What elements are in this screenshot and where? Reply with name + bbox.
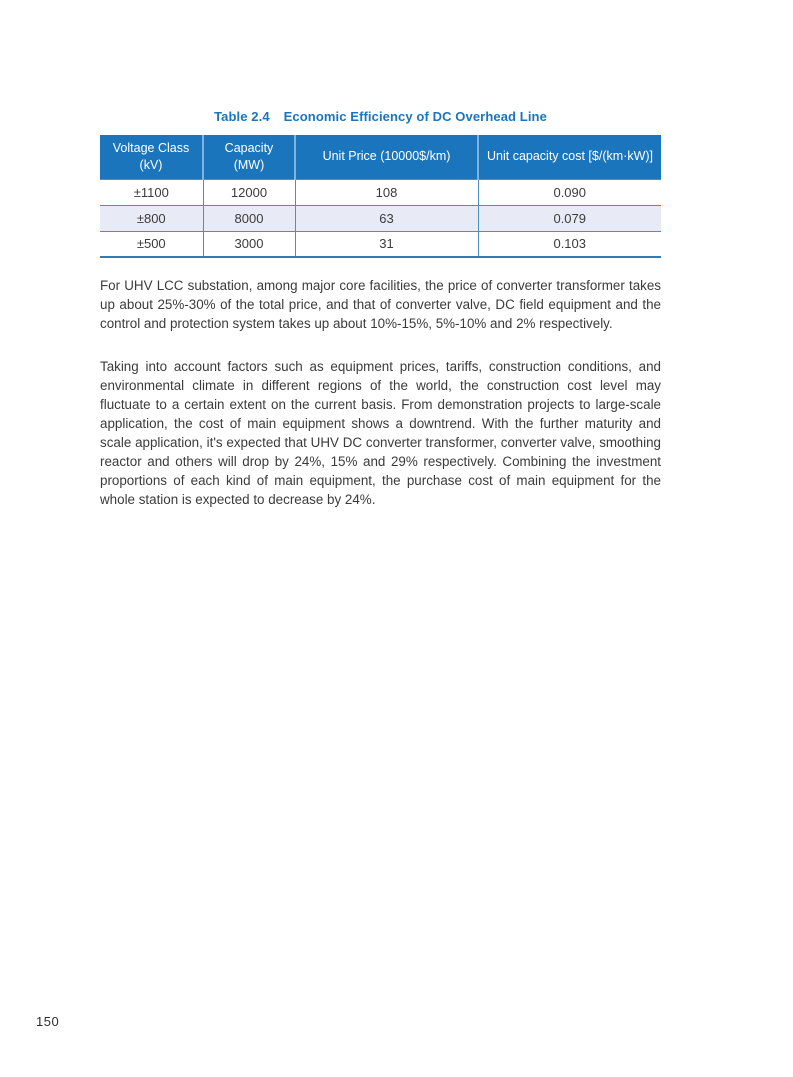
table-row xyxy=(100,179,661,205)
cell-voltage: ±800 xyxy=(100,205,203,231)
cell-unit-capacity-cost: 0.103 xyxy=(478,231,661,257)
page-number: 150 xyxy=(36,1014,60,1029)
cell-voltage: ±500 xyxy=(100,231,203,257)
column-header-unit-capacity-cost: Unit capacity cost [$/(km·kW)] xyxy=(478,135,661,179)
economic-efficiency-table xyxy=(100,135,661,258)
cell-unit-capacity-cost: 0.090 xyxy=(478,179,661,205)
table-caption-label: Table 2.4 xyxy=(214,109,270,124)
cell-capacity: 8000 xyxy=(203,205,295,231)
table-row xyxy=(100,231,661,257)
cell-unit-capacity-cost: 0.079 xyxy=(478,205,661,231)
table-row xyxy=(100,205,661,231)
table-caption-title: Economic Efficiency of DC Overhead Line xyxy=(283,109,547,124)
page-content xyxy=(100,109,661,509)
column-header-capacity: Capacity (MW) xyxy=(203,135,295,179)
cell-capacity: 12000 xyxy=(203,179,295,205)
table-body xyxy=(100,179,661,257)
table-caption xyxy=(100,109,661,124)
column-header-unit-price: Unit Price (10000$/km) xyxy=(295,135,478,179)
column-header-voltage-class: Voltage Class (kV) xyxy=(100,135,203,179)
cell-voltage: ±1100 xyxy=(100,179,203,205)
cell-unit-price: 63 xyxy=(295,205,478,231)
cell-unit-price: 31 xyxy=(295,231,478,257)
table-header-row xyxy=(100,135,661,179)
cell-unit-price: 108 xyxy=(295,179,478,205)
table-header xyxy=(100,135,661,179)
paragraph-cost-downtrend: Taking into account factors such as equipment prices, tariffs, construction conditions, and environmental climate in different regions of the world, the construction cost level may fluctuate to a certain extent on the current basis. From demonstration projects to large-scale application, the cost of main equipment shows a downtrend. With the further maturity and scale application, it's expected that UHV DC converter transformer, converter valve, smoothing reactor and others will drop by 24%, 15% and 29% respectively. Combining the investment proportions of each kind of main equipment, the purchase cost of main equipment for the whole station is expected to decrease by 24%. xyxy=(100,359,661,507)
paragraph-substation-prices: For UHV LCC substation, among major core facilities, the price of converter transformer takes up about 25%-30% of the total price, and that of converter valve, DC field equipment and the control and protection system takes up about 10%-15%, 5%-10% and 2% respectively. xyxy=(100,278,661,331)
cell-capacity: 3000 xyxy=(203,231,295,257)
